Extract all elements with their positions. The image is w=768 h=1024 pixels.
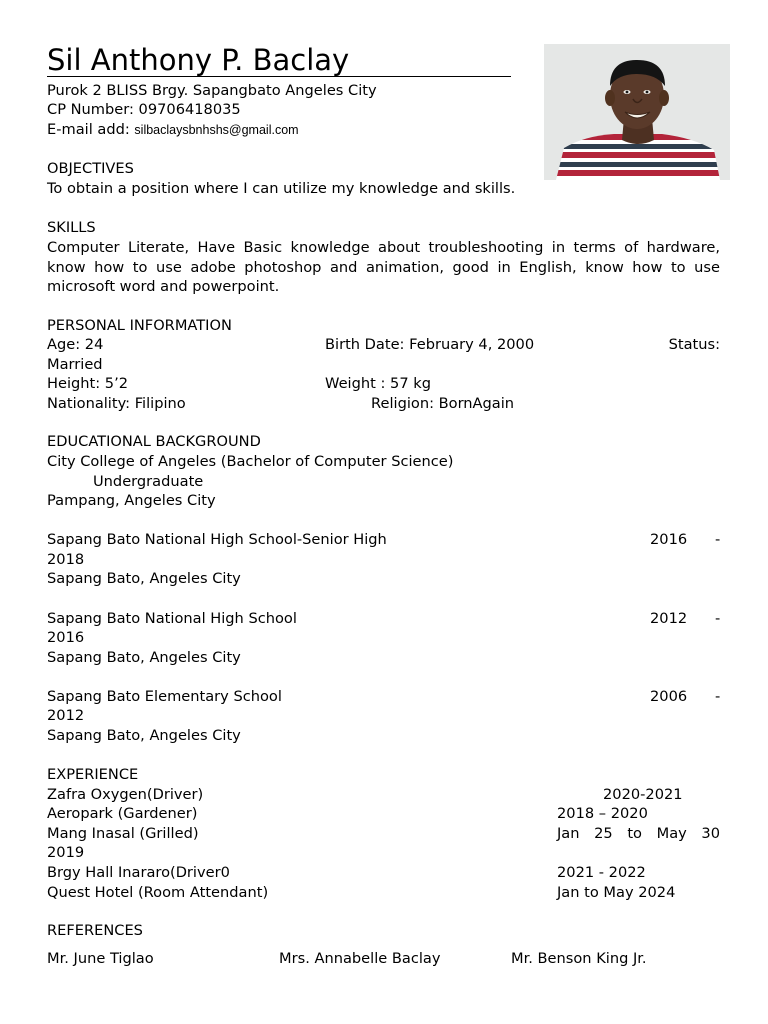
experience-period: 2020-2021: [603, 786, 683, 803]
reference-name: Mr. June Tiglao: [47, 950, 154, 967]
education-year-dash: -: [715, 531, 721, 548]
height: Height: 5’2: [47, 375, 129, 392]
skills-text: Computer Literate, Have Basic knowledge about troubleshooting in terms of hardware, know how to use adobe photoshop and animation, good in English, know how to use microsoft word and powerpoint.: [47, 239, 720, 296]
education-school: Sapang Bato Elementary School: [47, 688, 282, 705]
education-start-year: 2006: [650, 688, 688, 705]
address-line: Purok 2 BLISS Brgy. Sapangbato Angeles City: [47, 82, 377, 99]
reference-name: Mrs. Annabelle Baclay: [279, 950, 441, 967]
objectives-heading: OBJECTIVES: [47, 160, 134, 177]
experience-period: Jan to May 2024: [557, 884, 676, 901]
college-location: Pampang, Angeles City: [47, 492, 216, 509]
objectives-text: To obtain a position where I can utilize my knowledge and skills.: [47, 180, 516, 197]
status-value: Married: [47, 356, 103, 373]
period-part: 30: [701, 825, 720, 842]
personal-info-heading: PERSONAL INFORMATION: [47, 317, 232, 334]
reference-name: Mr. Benson King Jr.: [511, 950, 647, 967]
education-start-year: 2016: [650, 531, 688, 548]
applicant-photo: [544, 44, 730, 180]
experience-period: 2021 - 2022: [557, 864, 646, 881]
weight: Weight : 57 kg: [325, 375, 431, 392]
experience-period: 2018 – 2020: [557, 805, 648, 822]
education-location: Sapang Bato, Angeles City: [47, 570, 241, 587]
nationality: Nationality: Filipino: [47, 395, 186, 412]
experience-heading: EXPERIENCE: [47, 766, 139, 783]
applicant-name: Sil Anthony P. Baclay: [47, 44, 511, 77]
education-school: Sapang Bato National High School-Senior High: [47, 531, 387, 548]
experience-role: Aeropark (Gardener): [47, 805, 198, 822]
education-start-year: 2012: [650, 610, 688, 627]
period-part: May: [656, 825, 687, 842]
religion: Religion: BornAgain: [371, 395, 515, 412]
email-label: E-mail add:: [47, 121, 130, 138]
education-end-year: 2012: [47, 707, 85, 724]
experience-role: Zafra Oxygen(Driver): [47, 786, 204, 803]
email-line: [47, 121, 299, 138]
college-status: Undergraduate: [93, 473, 204, 490]
experience-period: [557, 825, 720, 842]
experience-role: Brgy Hall Inararo(Driver0: [47, 864, 230, 881]
experience-role: Mang Inasal (Grilled): [47, 825, 199, 842]
education-year-dash: -: [715, 688, 721, 705]
email-address: silbaclaysbnhshs@gmail.com: [134, 123, 299, 137]
education-heading: EDUCATIONAL BACKGROUND: [47, 433, 261, 450]
education-year-dash: -: [715, 610, 721, 627]
college-school: City College of Angeles (Bachelor of Computer Science): [47, 453, 454, 470]
period-part: to: [627, 825, 642, 842]
experience-role: Quest Hotel (Room Attendant): [47, 884, 269, 901]
birth-date: Birth Date: February 4, 2000: [325, 336, 535, 353]
education-end-year: 2018: [47, 551, 85, 568]
education-location: Sapang Bato, Angeles City: [47, 727, 241, 744]
period-part: Jan: [557, 825, 580, 842]
education-school: Sapang Bato National High School: [47, 610, 297, 627]
skills-heading: SKILLS: [47, 219, 96, 236]
education-location: Sapang Bato, Angeles City: [47, 649, 241, 666]
references-heading: REFERENCES: [47, 922, 143, 939]
age: Age: 24: [47, 336, 104, 353]
portrait-image: [544, 44, 730, 180]
period-part: 25: [594, 825, 613, 842]
phone-number: CP Number: 09706418035: [47, 101, 241, 118]
experience-period-continued: 2019: [47, 844, 85, 861]
education-end-year: 2016: [47, 629, 85, 646]
status-label: Status:: [668, 336, 720, 353]
